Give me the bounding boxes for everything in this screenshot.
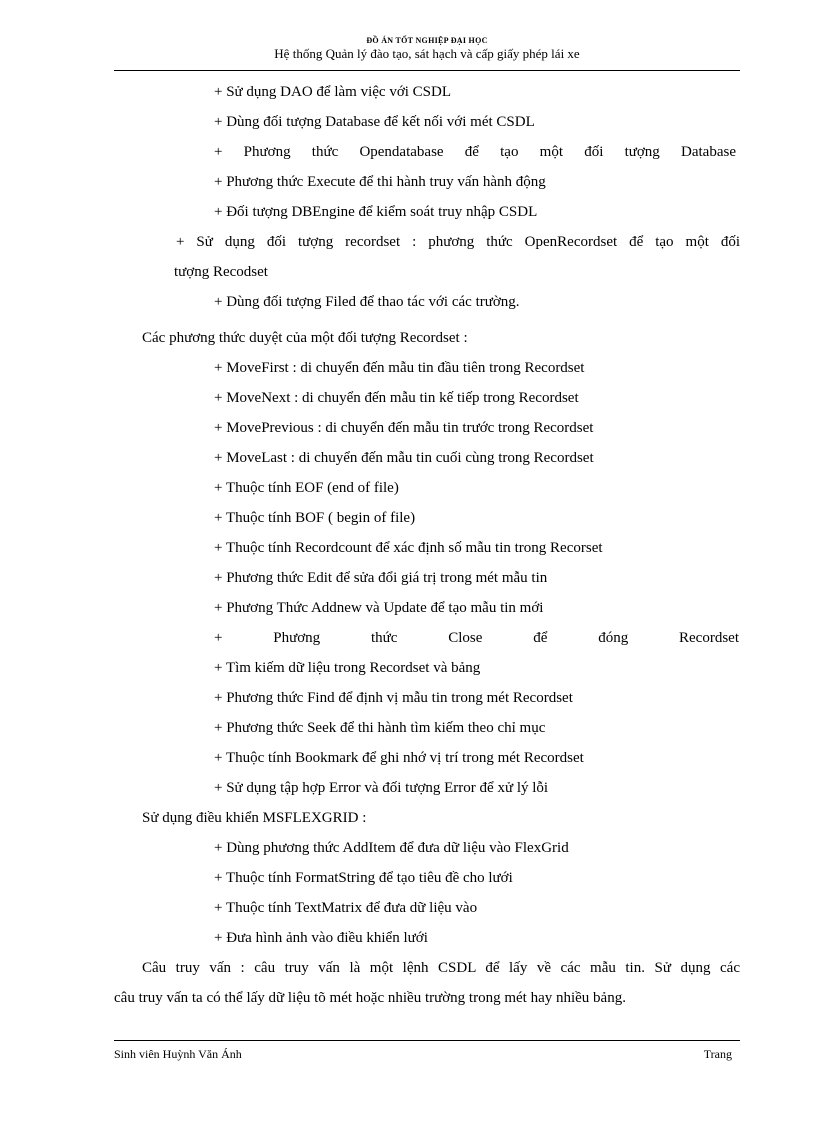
body-line: + Phương thức Execute để thi hành truy vấn hành động — [214, 174, 546, 190]
body-line: + Dùng đối tượng Filed để thao tác với các trường. — [214, 294, 520, 310]
body-line: + Phương thức Find để định vị mẫu tin trong mét Recordset — [214, 690, 573, 706]
body-line: + Thuộc tính EOF (end of file) — [214, 480, 399, 496]
body-line: + Sử dụng đối tượng recordset : phương thức OpenRecordset để tạo một đối — [176, 234, 740, 250]
page-header — [114, 36, 740, 62]
footer-rule — [114, 1040, 740, 1041]
body-line: Câu truy vấn : câu truy vấn là một lệnh CSDL để lấy về các mẫu tin. Sử dụng các — [142, 960, 740, 976]
body-line: Sử dụng điều khiển MSFLEXGRID : — [142, 810, 367, 826]
body-line: + MovePrevious : di chuyển đến mẫu tin trước trong Recordset — [214, 420, 594, 436]
body-line: + Đối tượng DBEngine để kiểm soát truy nhập CSDL — [214, 204, 538, 220]
body-line: Các phương thức duyệt của một đối tượng Recordset : — [142, 330, 468, 346]
body-line: + Thuộc tính BOF ( begin of file) — [214, 510, 416, 526]
body-line: + Phương Thức Addnew và Update để tạo mẫu tin mới — [214, 600, 544, 616]
body-line: + Phương thức Close để đóng Recordset — [214, 630, 739, 646]
body-line: + MoveLast : di chuyển đến mẫu tin cuối cùng trong Recordset — [214, 450, 594, 466]
body-line: + Dùng đối tượng Database để kết nối với mét CSDL — [214, 114, 535, 130]
body-line: + Phương thức Edit để sửa đổi giá trị trong mét mẫu tin — [214, 570, 548, 586]
body-line: + Sử dụng DAO để làm việc với CSDL — [214, 84, 452, 100]
body-line: + MoveFirst : di chuyển đến mẫu tin đầu tiên trong Recordset — [214, 360, 585, 376]
header-subtitle: Hệ thống Quản lý đào tạo, sát hạch và cấp giấy phép lái xe — [274, 46, 580, 61]
body-line: + Tìm kiếm dữ liệu trong Recordset và bảng — [214, 660, 481, 676]
body-line: tượng Recodset — [174, 264, 268, 280]
footer-author: Sinh viên Huỳnh Văn Ánh — [114, 1047, 242, 1061]
body-line: + Thuộc tính FormatString để tạo tiêu đề cho lưới — [214, 870, 513, 886]
body-line: + Dùng phương thức AddItem để đưa dữ liệu vào FlexGrid — [214, 840, 569, 856]
body-line: + Phương thức Opendatabase để tạo một đối tượng Database — [214, 144, 736, 160]
header-rule — [114, 70, 740, 71]
header-title: ĐỒ ÁN TỐT NGHIỆP ĐẠI HỌC — [366, 36, 488, 45]
body-line: + Sử dụng tập hợp Error và đối tượng Error để xử lý lỗi — [214, 780, 549, 796]
footer-page-label: Trang — [703, 1047, 732, 1061]
body-line: + Đưa hình ảnh vào điều khiển lưới — [214, 930, 428, 946]
body-line: + MoveNext : di chuyển đến mẫu tin kế tiếp trong Recordset — [214, 390, 579, 406]
body-line: + Thuộc tính TextMatrix để đưa dữ liệu vào — [214, 900, 478, 916]
body-line: + Thuộc tính Bookmark để ghi nhớ vị trí trong mét Recordset — [214, 750, 584, 766]
body-line: câu truy vấn ta có thể lấy dữ liệu tõ mét hoặc nhiều trường trong mét hay nhiều bảng. — [114, 990, 626, 1006]
body-line: + Thuộc tính Recordcount để xác định số mẫu tin trong Recorset — [214, 540, 603, 556]
body-line: + Phương thức Seek để thi hành tìm kiếm theo chỉ mục — [214, 720, 546, 736]
